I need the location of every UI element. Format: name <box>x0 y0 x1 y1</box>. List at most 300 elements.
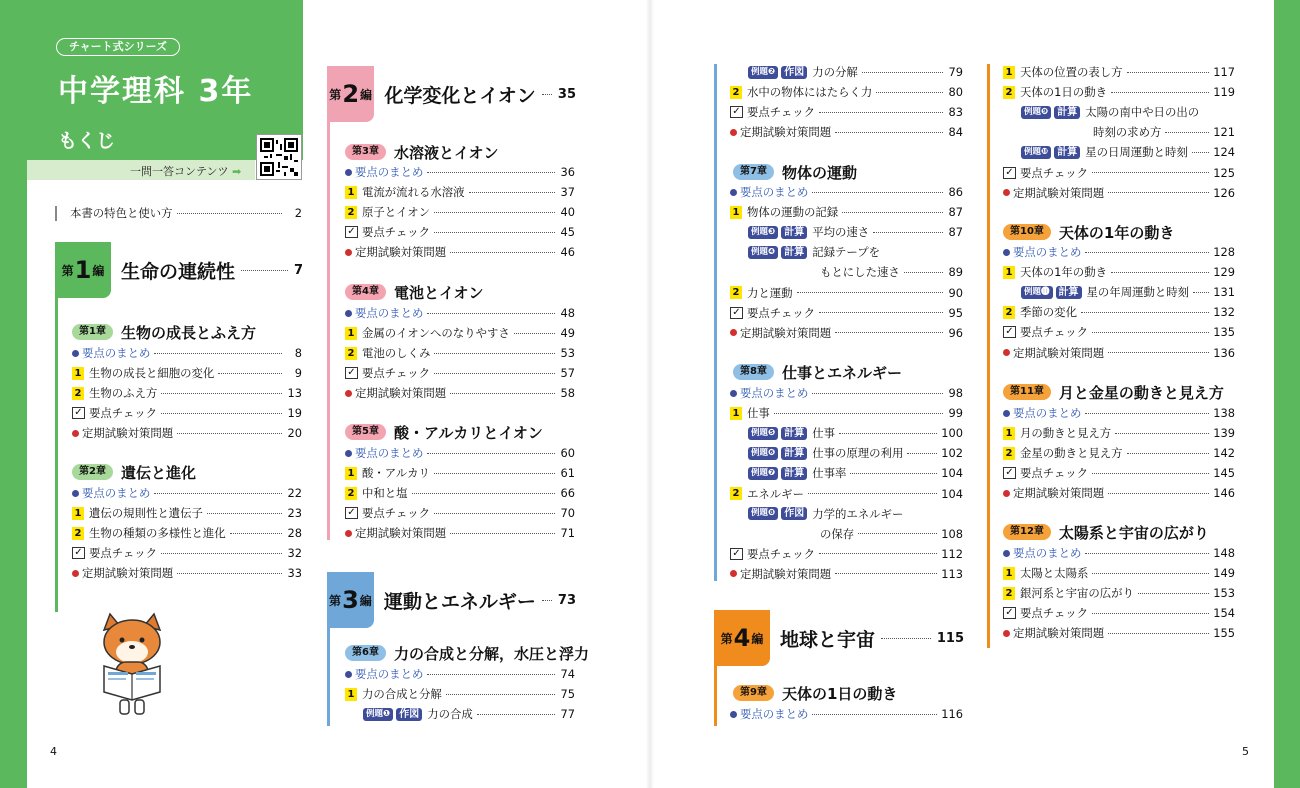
toc-entry-summary[interactable] <box>345 162 575 182</box>
entry-label: 要点のまとめ <box>82 346 151 360</box>
entry-page: 45 <box>560 225 575 240</box>
example-type-tag: 作図 <box>396 708 422 721</box>
chapter10-heading[interactable] <box>1003 220 1174 244</box>
toc-entry-test[interactable] <box>345 383 575 403</box>
shiba-dog-mascot-icon <box>90 612 174 716</box>
part4-continued-rule <box>987 64 990 648</box>
entry-page: 9 <box>294 366 302 381</box>
example-badge: 例題❶ <box>363 708 393 721</box>
toc-entry-num[interactable] <box>1003 302 1235 322</box>
entry-page: 104 <box>941 466 963 481</box>
entry-page: 102 <box>941 446 963 461</box>
checkbox-icon: ✓ <box>345 226 358 238</box>
entry-label: 電流が流れる水溶液 <box>362 185 465 200</box>
entry-label: 要点のまとめ <box>740 386 809 400</box>
section-number-badge: 1 <box>345 186 357 199</box>
page-number-left: 4 <box>50 745 57 758</box>
entry-label: 定期試験対策問題 <box>355 526 447 541</box>
entry-page: 90 <box>948 285 963 300</box>
section-number-badge: 2 <box>345 206 357 219</box>
entry-label: 要点チェック <box>362 225 431 240</box>
entry-label: 要点のまとめ <box>355 165 424 179</box>
example-badge: 例題❼ <box>748 467 778 480</box>
entry-label: 要点チェック <box>89 406 158 421</box>
checkbox-icon: ✓ <box>345 507 358 519</box>
toc-entry-summary[interactable] <box>345 303 575 323</box>
entry-page: 155 <box>1213 626 1235 641</box>
entry-page: 117 <box>1213 65 1235 79</box>
toc-entry-test[interactable] <box>730 564 963 584</box>
example-type-tag: 計算 <box>781 447 807 460</box>
entry-page: 126 <box>1213 185 1235 200</box>
chapter3-heading[interactable] <box>345 140 499 164</box>
entry-label: 定期試験対策問題 <box>1013 185 1105 200</box>
right-page-edge-stripe <box>1274 0 1300 788</box>
entry-label: 太陽と太陽系 <box>1020 566 1089 581</box>
section-number-badge: 1 <box>72 507 84 520</box>
toc-entry-check[interactable] <box>1003 322 1235 342</box>
chapter2-heading[interactable] <box>72 460 196 484</box>
entry-label: 仕事率 <box>812 466 847 481</box>
toc-entry-num[interactable] <box>72 383 302 403</box>
toc-entry-num[interactable] <box>730 484 963 504</box>
toc-entry-num[interactable] <box>730 283 963 303</box>
entry-page: 74 <box>560 667 575 681</box>
entry-page: 119 <box>1213 85 1235 100</box>
blue-bullet-icon <box>730 711 737 718</box>
toc-entry-guide[interactable] <box>70 203 302 223</box>
chapter3-tag: 第3章 <box>345 144 386 160</box>
part3-heading[interactable] <box>327 572 576 628</box>
section-number-badge: 2 <box>1003 306 1015 319</box>
chapter8-tag: 第8章 <box>733 364 774 380</box>
part2-heading[interactable] <box>327 66 576 122</box>
blue-bullet-icon <box>730 390 737 397</box>
red-bullet-icon <box>1003 349 1010 356</box>
toc-entry-num[interactable] <box>345 463 575 483</box>
toc-entry-num[interactable] <box>1003 62 1235 82</box>
toc-entry-check[interactable] <box>1003 163 1235 183</box>
entry-label: 力の合成 <box>427 707 473 722</box>
blue-bullet-icon <box>345 671 352 678</box>
toc-entry-summary[interactable] <box>72 483 302 503</box>
entry-page: 98 <box>948 386 963 400</box>
toc-entry-num[interactable] <box>345 323 575 343</box>
toc-entry-check[interactable] <box>72 543 302 563</box>
example-type-tag: 計算 <box>1054 106 1080 119</box>
example-badge: 例題❸ <box>748 226 778 239</box>
part-pre: 第 <box>720 631 733 646</box>
checkbox-icon: ✓ <box>730 106 743 118</box>
toc-entry-summary[interactable] <box>1003 543 1235 563</box>
part4-title: 地球と宇宙 <box>780 628 876 651</box>
entry-label: 中和と塩 <box>362 486 408 501</box>
entry-label: 遺伝の規則性と遺伝子 <box>89 506 203 521</box>
entry-label: 定期試験対策問題 <box>740 566 832 581</box>
toc-entry-check[interactable] <box>1003 463 1235 483</box>
chapter10-title: 天体の1年の動き <box>1058 223 1175 242</box>
checkbox-icon: ✓ <box>72 407 85 419</box>
checkbox-icon: ✓ <box>730 307 743 319</box>
toc-entry-num[interactable] <box>730 403 963 423</box>
toc-entry-example[interactable] <box>730 62 963 82</box>
qr-code-icon <box>260 138 298 176</box>
chapter1-title: 生物の成長とふえ方 <box>120 323 256 342</box>
toc-entry-example2[interactable] <box>1003 102 1235 122</box>
example-badge: 例題❽ <box>748 507 778 520</box>
entry-label: 星の年周運動と時刻 <box>1086 285 1190 300</box>
toc-entry-check[interactable] <box>730 102 963 122</box>
part2-badge <box>327 66 374 122</box>
entry-page: 53 <box>560 346 575 361</box>
section-number-badge: 1 <box>345 688 357 701</box>
toc-entry-example[interactable] <box>730 222 963 242</box>
blue-bullet-icon <box>72 350 79 357</box>
toc-entry-example[interactable] <box>730 463 963 483</box>
entry-page: 37 <box>560 185 575 200</box>
entry-page: 79 <box>948 65 963 79</box>
series-label: チャート式シリーズ <box>56 38 180 56</box>
toc-entry-num[interactable] <box>730 202 963 222</box>
part-post: 編 <box>359 593 372 608</box>
example-badge: 例題❿ <box>1021 146 1051 159</box>
chapter12-title: 太陽系と宇宙の広がり <box>1058 523 1209 542</box>
entry-label-continued: の保存 <box>820 526 855 541</box>
entry-label: 要点のまとめ <box>740 707 809 721</box>
chapter9-tag: 第9章 <box>733 685 774 701</box>
toc-entry-summary[interactable] <box>72 343 302 363</box>
entry-page: 83 <box>948 105 963 120</box>
blue-bullet-icon <box>730 189 737 196</box>
entry-label: 仕事の原理の利用 <box>812 446 904 461</box>
part1-page: 7 <box>293 262 303 278</box>
chapter7-tag: 第7章 <box>733 164 774 180</box>
chapter12-heading[interactable] <box>1003 520 1209 544</box>
entry-label: 定期試験対策問題 <box>355 386 447 401</box>
blue-bullet-icon <box>345 450 352 457</box>
checkbox-icon: ✓ <box>1003 607 1016 619</box>
entry-page: 146 <box>1213 486 1235 501</box>
entry-label: 力の分解 <box>812 65 858 79</box>
contents-heading: もくじ <box>58 130 116 152</box>
chapter7-heading[interactable] <box>733 160 857 184</box>
section-number-badge: 2 <box>1003 447 1015 460</box>
toc-entry-example[interactable] <box>730 443 963 463</box>
entry-label: 力と運動 <box>747 285 793 300</box>
entry-page: 19 <box>287 406 302 421</box>
entry-page: 13 <box>287 386 302 401</box>
red-bullet-icon <box>345 390 352 397</box>
toc-entry-num[interactable] <box>1003 563 1235 583</box>
entry-page: 125 <box>1213 165 1235 180</box>
part4-heading[interactable] <box>714 610 964 666</box>
toc-entry-summary[interactable] <box>730 182 963 202</box>
toc-entry-check[interactable] <box>345 222 575 242</box>
chapter4-heading[interactable] <box>345 280 484 304</box>
entry-label: 要点チェック <box>747 546 816 561</box>
entry-label: 星の日周運動と時刻 <box>1085 145 1188 160</box>
entry-page: 89 <box>948 265 963 280</box>
toc-entry-check[interactable] <box>345 503 575 523</box>
part-post: 編 <box>360 87 373 102</box>
entry-page: 136 <box>1213 345 1235 360</box>
toc-entry-num[interactable] <box>345 483 575 503</box>
checkbox-icon: ✓ <box>1003 467 1016 479</box>
checkbox-icon: ✓ <box>345 367 358 379</box>
chapter2-title: 遺伝と進化 <box>120 463 196 482</box>
chapter5-title: 酸・アルカリとイオン <box>393 423 543 442</box>
toc-entry-num[interactable] <box>1003 423 1235 443</box>
entry-page: 58 <box>560 386 575 401</box>
entry-label: 金星の動きと見え方 <box>1020 446 1123 461</box>
section-number-badge: 2 <box>730 286 742 299</box>
entry-page: 95 <box>948 305 963 320</box>
toc-entry-num[interactable] <box>1003 262 1235 282</box>
section-number-badge: 2 <box>345 487 357 500</box>
entry-label: 酸・アルカリ <box>362 466 430 481</box>
section-number-badge: 1 <box>345 327 357 340</box>
toc-entry-test[interactable] <box>72 423 302 443</box>
entry-page: 86 <box>948 185 963 199</box>
part3-title: 運動とエネルギー <box>383 590 536 613</box>
part-pre: 第 <box>329 593 342 608</box>
entry-label: 定期試験対策問題 <box>355 245 447 260</box>
entry-page: 104 <box>941 486 963 501</box>
part3-continued-rule <box>714 64 717 581</box>
example-badge: 例題⓫ <box>1021 286 1053 299</box>
part3-page: 73 <box>557 592 576 608</box>
chapter4-title: 電池とイオン <box>393 283 484 302</box>
entry-label: 要点のまとめ <box>1013 406 1082 420</box>
entry-label: 記録テープを <box>812 245 880 260</box>
entry-label: 本書の特色と使い方 <box>70 206 173 220</box>
entry-label: 季節の変化 <box>1020 305 1077 320</box>
example-type-tag: 計算 <box>781 246 807 259</box>
toc-entry-num[interactable] <box>72 523 302 543</box>
entry-page: 23 <box>287 506 302 521</box>
entry-page: 142 <box>1213 446 1235 461</box>
toc-entry-example[interactable] <box>1003 142 1235 162</box>
toc-entry-test[interactable] <box>72 563 302 583</box>
chapter11-tag: 第11章 <box>1003 384 1051 400</box>
part4-badge <box>714 610 770 666</box>
toc-entry-test[interactable] <box>345 523 575 543</box>
part-pre: 第 <box>329 87 342 102</box>
qr-code[interactable] <box>256 134 302 180</box>
part-pre: 第 <box>61 263 74 278</box>
toc-entry-summary[interactable] <box>345 664 575 684</box>
part2-rule <box>327 66 330 540</box>
toc-entry-summary[interactable] <box>345 443 575 463</box>
toc-entry-summary[interactable] <box>730 383 963 403</box>
entry-page: 57 <box>560 366 575 381</box>
part4-page: 115 <box>936 630 964 646</box>
entry-label: 仕事 <box>747 406 770 421</box>
toc-entry-test[interactable] <box>1003 343 1235 363</box>
entry-label: 要点チェック <box>1020 165 1089 180</box>
entry-label: 天体の位置の表し方 <box>1020 65 1123 79</box>
toc-entry-num[interactable] <box>72 503 302 523</box>
toc-entry-check[interactable] <box>72 403 302 423</box>
chapter11-heading[interactable] <box>1003 380 1224 404</box>
red-bullet-icon <box>1003 490 1010 497</box>
example-type-tag: 計算 <box>781 427 807 440</box>
toc-entry-example[interactable] <box>730 423 963 443</box>
toc-entry-example2[interactable] <box>730 242 963 262</box>
toc-entry-num[interactable] <box>1003 443 1235 463</box>
page-number-right: 5 <box>1242 745 1249 758</box>
entry-page: 154 <box>1213 606 1235 621</box>
entry-page: 132 <box>1213 305 1235 320</box>
toc-entry-num[interactable] <box>345 684 575 704</box>
entry-label: 水中の物体にはたらく力 <box>747 85 873 100</box>
chapter5-heading[interactable] <box>345 420 543 444</box>
toc-entry-num[interactable] <box>345 182 575 202</box>
toc-entry-check[interactable] <box>730 544 963 564</box>
part1-title: 生命の連続性 <box>121 260 236 283</box>
entry-page: 46 <box>560 245 575 260</box>
entry-page: 87 <box>948 225 963 240</box>
toc-entry-check[interactable] <box>730 303 963 323</box>
entry-page: 153 <box>1213 586 1235 601</box>
chapter9-heading[interactable] <box>733 681 897 705</box>
chapter1-heading[interactable] <box>72 320 256 344</box>
qr-label <box>130 163 241 179</box>
example-type-tag: 計算 <box>1056 286 1082 299</box>
entry-page: 49 <box>560 326 575 341</box>
toc-entry-example2[interactable] <box>730 262 963 282</box>
red-bullet-icon <box>72 570 79 577</box>
example-type-tag: 作図 <box>781 507 807 520</box>
toc-entry-num[interactable] <box>72 363 302 383</box>
section-number-badge: 1 <box>72 367 84 380</box>
toc-entry-check[interactable] <box>345 363 575 383</box>
toc-entry-test[interactable] <box>1003 623 1235 643</box>
part3-badge <box>327 572 374 628</box>
entry-page: 87 <box>948 205 963 220</box>
entry-label: 平均の速さ <box>812 225 870 240</box>
entry-label-continued: 時刻の求め方 <box>1093 125 1162 140</box>
book-title: 中学理科 3年 <box>58 74 254 109</box>
entry-label: 定期試験対策問題 <box>82 426 174 441</box>
chapter6-heading[interactable] <box>345 641 589 665</box>
section-number-badge: 2 <box>730 487 742 500</box>
part1-heading[interactable] <box>55 242 303 298</box>
section-number-badge: 2 <box>1003 587 1015 600</box>
blue-bullet-icon <box>1003 550 1010 557</box>
entry-label: 仕事 <box>812 426 835 441</box>
entry-label: 生物の種類の多様性と進化 <box>89 526 226 541</box>
entry-label: 定期試験対策問題 <box>1013 486 1105 501</box>
entry-label: 天体の1年の動き <box>1020 265 1107 280</box>
chapter12-tag: 第12章 <box>1003 524 1051 540</box>
part-post: 編 <box>92 263 105 278</box>
section-number-badge: 1 <box>1003 266 1015 279</box>
entry-label: 要点チェック <box>1020 325 1089 340</box>
entry-label: 物体の運動の記録 <box>747 205 839 220</box>
toc-entry-num[interactable] <box>1003 583 1235 603</box>
chapter6-title: 力の合成と分解，水圧と浮力 <box>393 644 589 663</box>
chapter8-heading[interactable] <box>733 360 902 384</box>
entry-page: 2 <box>294 206 302 220</box>
toc-entry-example2[interactable] <box>730 504 963 524</box>
entry-page: 145 <box>1213 466 1235 481</box>
example-type-tag: 作図 <box>781 66 807 79</box>
entry-label: 要点チェック <box>362 506 431 521</box>
red-bullet-icon <box>345 530 352 537</box>
entry-page: 113 <box>941 566 963 581</box>
entry-label: 力の合成と分解 <box>362 687 442 702</box>
toc-entry-example[interactable] <box>345 704 575 724</box>
entry-page: 99 <box>948 406 963 421</box>
entry-label: 定期試験対策問題 <box>1013 626 1105 641</box>
entry-page: 129 <box>1213 265 1235 280</box>
entry-page: 22 <box>287 486 302 500</box>
entry-page: 8 <box>294 346 302 360</box>
toc-entry-test[interactable] <box>1003 483 1235 503</box>
part2-title: 化学変化とイオン <box>384 84 536 107</box>
chapter1-tag: 第1章 <box>72 324 113 340</box>
section-number-badge: 2 <box>730 86 742 99</box>
checkbox-icon: ✓ <box>1003 167 1016 179</box>
entry-page: 96 <box>948 325 963 340</box>
toc-entry-test[interactable] <box>730 122 963 142</box>
toc-entry-num[interactable] <box>1003 82 1235 102</box>
left-page-edge-stripe <box>0 0 27 788</box>
toc-entry-summary[interactable] <box>730 704 963 724</box>
example-badge: 例題❺ <box>748 427 778 440</box>
chapter2-tag: 第2章 <box>72 464 113 480</box>
toc-entry-num[interactable] <box>345 202 575 222</box>
checkbox-icon: ✓ <box>1003 326 1016 338</box>
entry-label-continued: もとにした速さ <box>820 265 900 280</box>
entry-page: 128 <box>1213 245 1235 259</box>
entry-label: 要点チェック <box>1020 606 1089 621</box>
example-type-tag: 計算 <box>781 467 807 480</box>
entry-page: 80 <box>948 85 963 100</box>
toc-entry-example2[interactable] <box>1003 122 1235 142</box>
blue-bullet-icon <box>1003 410 1010 417</box>
toc-entry-num[interactable] <box>730 82 963 102</box>
toc-entry-example2[interactable] <box>730 524 963 544</box>
blue-bullet-icon <box>345 169 352 176</box>
entry-label: 要点チェック <box>362 366 431 381</box>
blue-bullet-icon <box>72 490 79 497</box>
toc-entry-test[interactable] <box>1003 183 1235 203</box>
toc-entry-test[interactable] <box>730 323 963 343</box>
toc-entry-summary[interactable] <box>1003 242 1235 262</box>
entry-label: 天体の1日の動き <box>1020 85 1107 100</box>
example-badge: 例題❾ <box>1021 106 1051 119</box>
section-number-badge: 1 <box>1003 427 1015 440</box>
arrow-right-icon: ➡ <box>231 165 242 178</box>
example-type-tag: 計算 <box>1054 146 1080 159</box>
entry-page: 40 <box>560 205 575 220</box>
toc-entry-test[interactable] <box>345 242 575 262</box>
red-bullet-icon <box>72 430 79 437</box>
entry-page: 124 <box>1213 145 1235 160</box>
chapter8-title: 仕事とエネルギー <box>781 363 902 382</box>
entry-page: 149 <box>1213 566 1235 581</box>
toc-entry-example[interactable] <box>1003 282 1235 302</box>
toc-entry-num[interactable] <box>345 343 575 363</box>
entry-page: 75 <box>560 687 575 702</box>
example-type-tag: 計算 <box>781 226 807 239</box>
part-num: 2 <box>342 80 360 108</box>
toc-entry-check[interactable] <box>1003 603 1235 623</box>
toc-entry-summary[interactable] <box>1003 403 1235 423</box>
entry-label: 要点チェック <box>1020 466 1089 481</box>
